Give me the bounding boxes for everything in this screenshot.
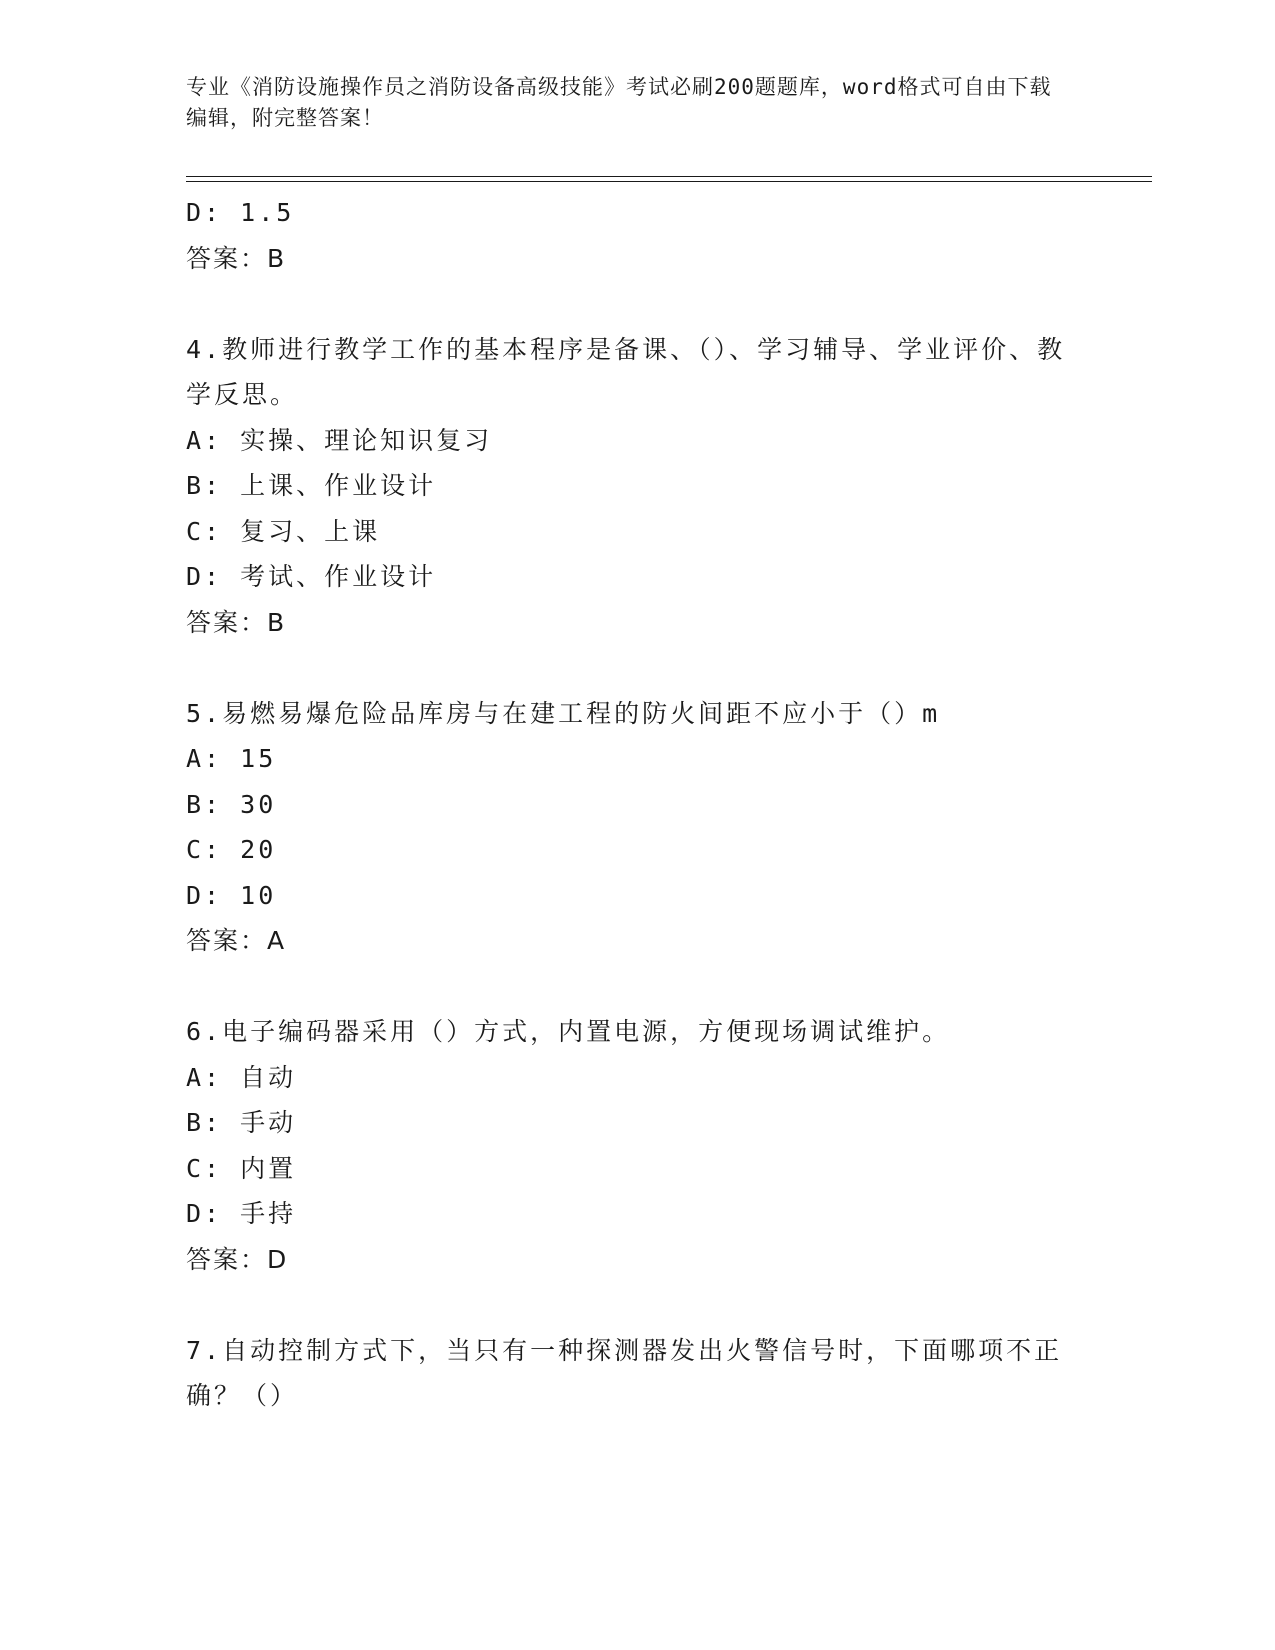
option-c: C: 20: [186, 835, 277, 864]
option-a: A: 实操、理论知识复习: [186, 425, 493, 455]
header-divider-bottom: [186, 181, 1152, 182]
question-block: [186, 327, 1146, 646]
question-list: [186, 190, 1146, 1419]
option-b: B: 30: [186, 789, 277, 819]
option-b: B: 手动: [186, 1108, 297, 1137]
question-block: [186, 190, 1146, 281]
question-block: [186, 1328, 1146, 1419]
question-text: 5.易燃易爆危险品库房与在建工程的防火间距不应小于（）m: [186, 698, 941, 728]
header-divider-top: [186, 176, 1152, 177]
answer-label: 答案：D: [186, 1244, 289, 1274]
option-c: C: 内置: [186, 1153, 297, 1183]
spacer: [186, 964, 1146, 1010]
question-block: [186, 691, 1146, 964]
question-text: 6.电子编码器采用（）方式，内置电源，方便现场调试维护。: [186, 1017, 951, 1046]
question-block: [186, 1009, 1146, 1282]
answer-label: 答案：B: [186, 243, 287, 273]
answer-label: 答案：A: [186, 926, 287, 955]
option-c: C: 复习、上课: [186, 516, 381, 546]
document-title: 专业《消防设施操作员之消防设备高级技能》考试必刷200题题库，word格式可自由下载编辑，附完整答案！: [186, 75, 1052, 130]
option-a: A: 自动: [186, 1062, 297, 1092]
option-d: D: 手持: [186, 1199, 297, 1228]
option-b: B: 上课、作业设计: [186, 471, 437, 500]
option-d: D: 考试、作业设计: [186, 562, 437, 591]
question-text: 7.自动控制方式下，当只有一种探测器发出火警信号时，下面哪项不正确？（）: [186, 1335, 1063, 1410]
spacer: [186, 281, 1146, 327]
option-a: A: 15: [186, 744, 277, 773]
option-d: D: 10: [186, 880, 277, 910]
spacer: [186, 1282, 1146, 1328]
spacer: [186, 645, 1146, 691]
question-text: 4.教师进行教学工作的基本程序是备课、（）、学习辅导、学业评价、教学反思。: [186, 334, 1066, 409]
answer-label: 答案：B: [186, 607, 287, 637]
option-d: D: 1.5: [186, 198, 295, 227]
